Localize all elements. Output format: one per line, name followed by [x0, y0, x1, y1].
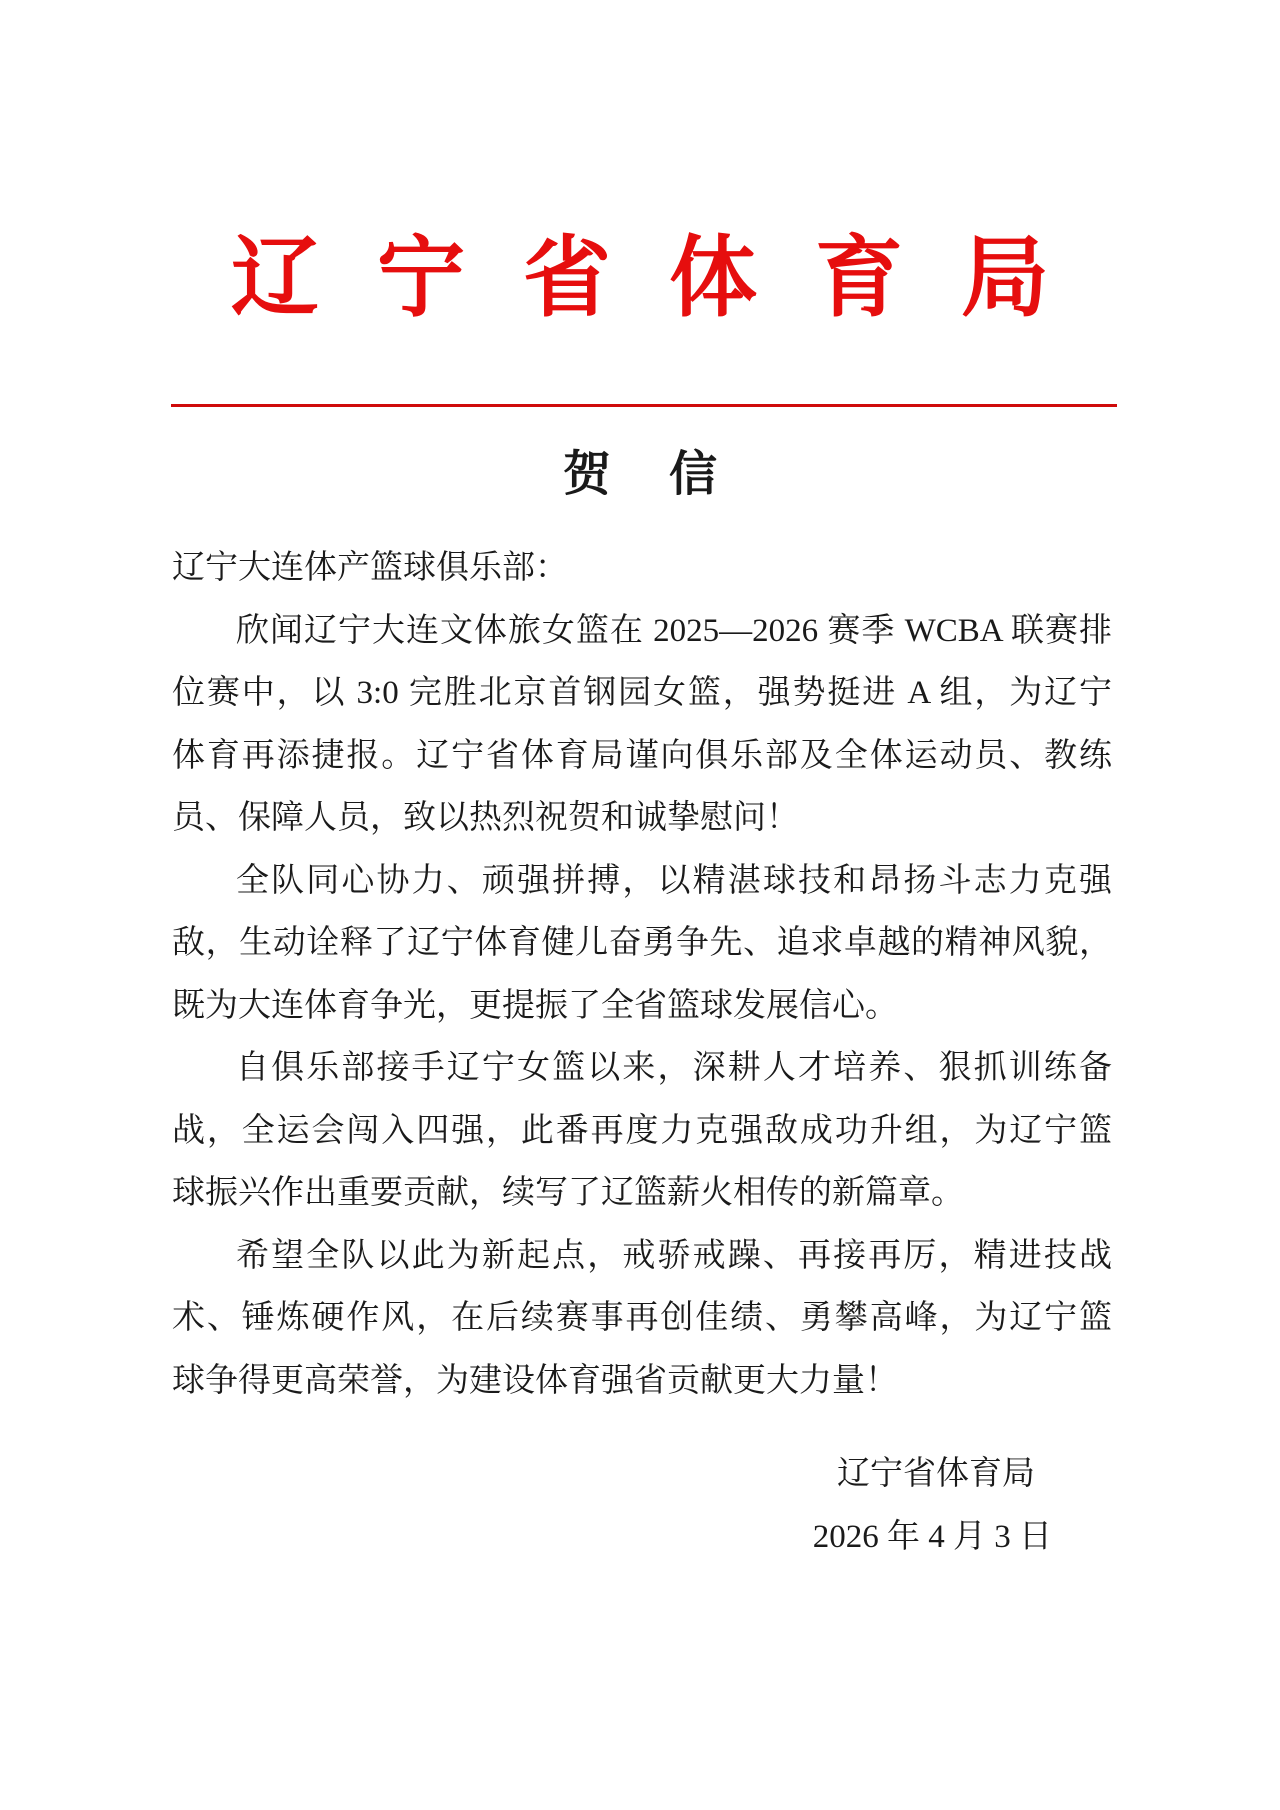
- letterhead-org-name: 辽宁省体育局: [230, 231, 1107, 328]
- paragraph-3-line-2: 战，全运会闯入四强，此番再度力克强敌成功升组，为辽宁篮: [172, 1112, 1112, 1149]
- paragraph-4-line-1: 希望全队以此为新起点，戒骄戒躁、再接再厉，精进技战: [236, 1237, 1112, 1274]
- paragraph-2-line-3: 既为大连体育争光，更提振了全省篮球发展信心。: [172, 987, 898, 1024]
- paragraph-1-line-4: 员、保障人员，致以热烈祝贺和诚挚慰问！: [172, 800, 799, 836]
- paragraph-4-line-3: 球争得更高荣誉，为建设体育强省贡献更大力量！: [172, 1362, 898, 1399]
- signature-block: [172, 1443, 1112, 1568]
- paragraph-3-line-1: 自俱乐部接手辽宁女篮以来，深耕人才培养、狠抓训练备: [236, 1050, 1112, 1086]
- signature-date: 2026 年 4 月 3 日: [812, 1518, 1052, 1555]
- signature-org: 辽宁省体育局: [837, 1456, 1035, 1492]
- salutation: 辽宁大连体产篮球俱乐部：: [172, 550, 568, 586]
- paragraph-2-line-2: 敌，生动诠释了辽宁体育健儿奋勇争先、追求卓越的精神风貌，: [172, 925, 1112, 961]
- paragraph-1-line-2: 位赛中，以 3:0 完胜北京首钢园女篮，强势挺进 A 组，为辽宁: [172, 675, 1112, 711]
- paragraph-1-line-3: 体育再添捷报。辽宁省体育局谨向俱乐部及全体运动员、教练: [172, 737, 1112, 774]
- letter-title: 贺信: [562, 448, 775, 501]
- paragraph-4-line-2: 术、锤炼硬作风，在后续赛事再创佳绩、勇攀高峰，为辽宁篮: [172, 1300, 1112, 1336]
- letterhead-rule: [171, 404, 1117, 407]
- paragraph-3-line-3: 球振兴作出重要贡献，续写了辽篮薪火相传的新篇章。: [172, 1175, 964, 1211]
- paragraph-2-line-1: 全队同心协力、顽强拼搏，以精湛球技和昂扬斗志力克强: [236, 862, 1112, 899]
- letter-body: [172, 537, 1112, 1412]
- paragraph-1-line-1: 欣闻辽宁大连文体旅女篮在 2025—2026 赛季 WCBA 联赛排: [236, 612, 1112, 649]
